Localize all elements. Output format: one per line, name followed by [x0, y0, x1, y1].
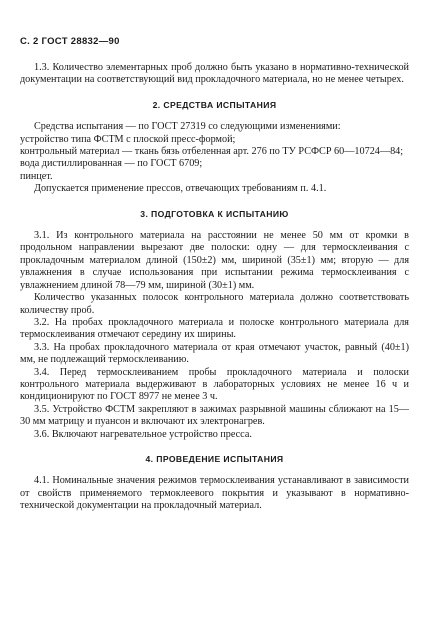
section-2-item-2: контрольный материал — ткань бязь отбеленная арт. 276 по ТУ РСФСР 60—10724—84; [20, 146, 404, 158]
section-3-title: 3. ПОДГОТОВКА К ИСПЫТАНИЮ [140, 208, 289, 219]
paragraph-3-6: 3.6. Включают нагревательное устройство пресса. [34, 428, 252, 440]
section-2-item-1: устройство типа ФСТМ с плоской пресс-формой; [20, 133, 236, 145]
section-4-title: 4. ПРОВЕДЕНИЕ ИСПЫТАНИЯ [145, 453, 284, 464]
section-2-title: 2. СРЕДСТВА ИСПЫТАНИЯ [152, 99, 277, 110]
paragraph-3-1-count: Количество указанных полосок контрольного материала должно соответствовать количеству проб. [20, 292, 409, 316]
paragraph-1-3: 1.3. Количество элементарных проб должно быть указано в нормативно-технической документации на соответствующий вид прокладочного материала, но не менее четырех. [20, 62, 409, 86]
paragraph-3-4: 3.4. Перед термосклеиванием пробы прокладочного материала и полоски контрольного материала выдерживают в лабораторных условиях не менее 16 ч и кондиционируют по ГОСТ 8977 не менее 3 ч. [20, 366, 409, 403]
paragraph-4-1: 4.1. Номинальные значения режимов термосклеивания устанавливают в зависимости от свойств применяемого термоклеевого покрытия и указывают в нормативно-технической документации на прокладочный материал. [20, 475, 409, 512]
paragraph-3-2: 3.2. На пробах прокладочного материала и полоске контрольного материала для термосклеивания отмечают середину их ширины. [20, 316, 409, 341]
section-2-item-3: вода дистиллированная — по ГОСТ 6709; [20, 158, 203, 170]
paragraph-3-5: 3.5. Устройство ФСТМ закрепляют в зажимах разрывной машины сближают на 15—30 мм матрицу и пуансон и включают их электронагрев. [20, 403, 409, 428]
document-body [20, 62, 409, 513]
paragraph-3-1: 3.1. Из контрольного материала на расстоянии не менее 50 мм от кромки в продольном направлении вырезают две полоски: одну — для термосклеивания с прокладочным материалом длиной (150±2) мм, шириной (35±1) мм; вторую — для увлажнения в случае использования при испытании режима термосклеивания с увлажнением длиной 78—79 мм, шириной (30±1) мм. [20, 230, 409, 291]
paragraph-3-3: 3.3. На пробах прокладочного материала от края отмечают участок, равный (40±1) мм, не подлежащий термосклеиванию. [20, 341, 409, 366]
page-header: С. 2 ГОСТ 28832—90 [20, 36, 120, 47]
section-2-note: Допускается применение прессов, отвечающих требованиям п. 4.1. [34, 183, 327, 195]
section-2-intro: Средства испытания — по ГОСТ 27319 со следующими изменениями: [34, 121, 341, 133]
section-2-item-4: пинцет. [20, 170, 53, 182]
